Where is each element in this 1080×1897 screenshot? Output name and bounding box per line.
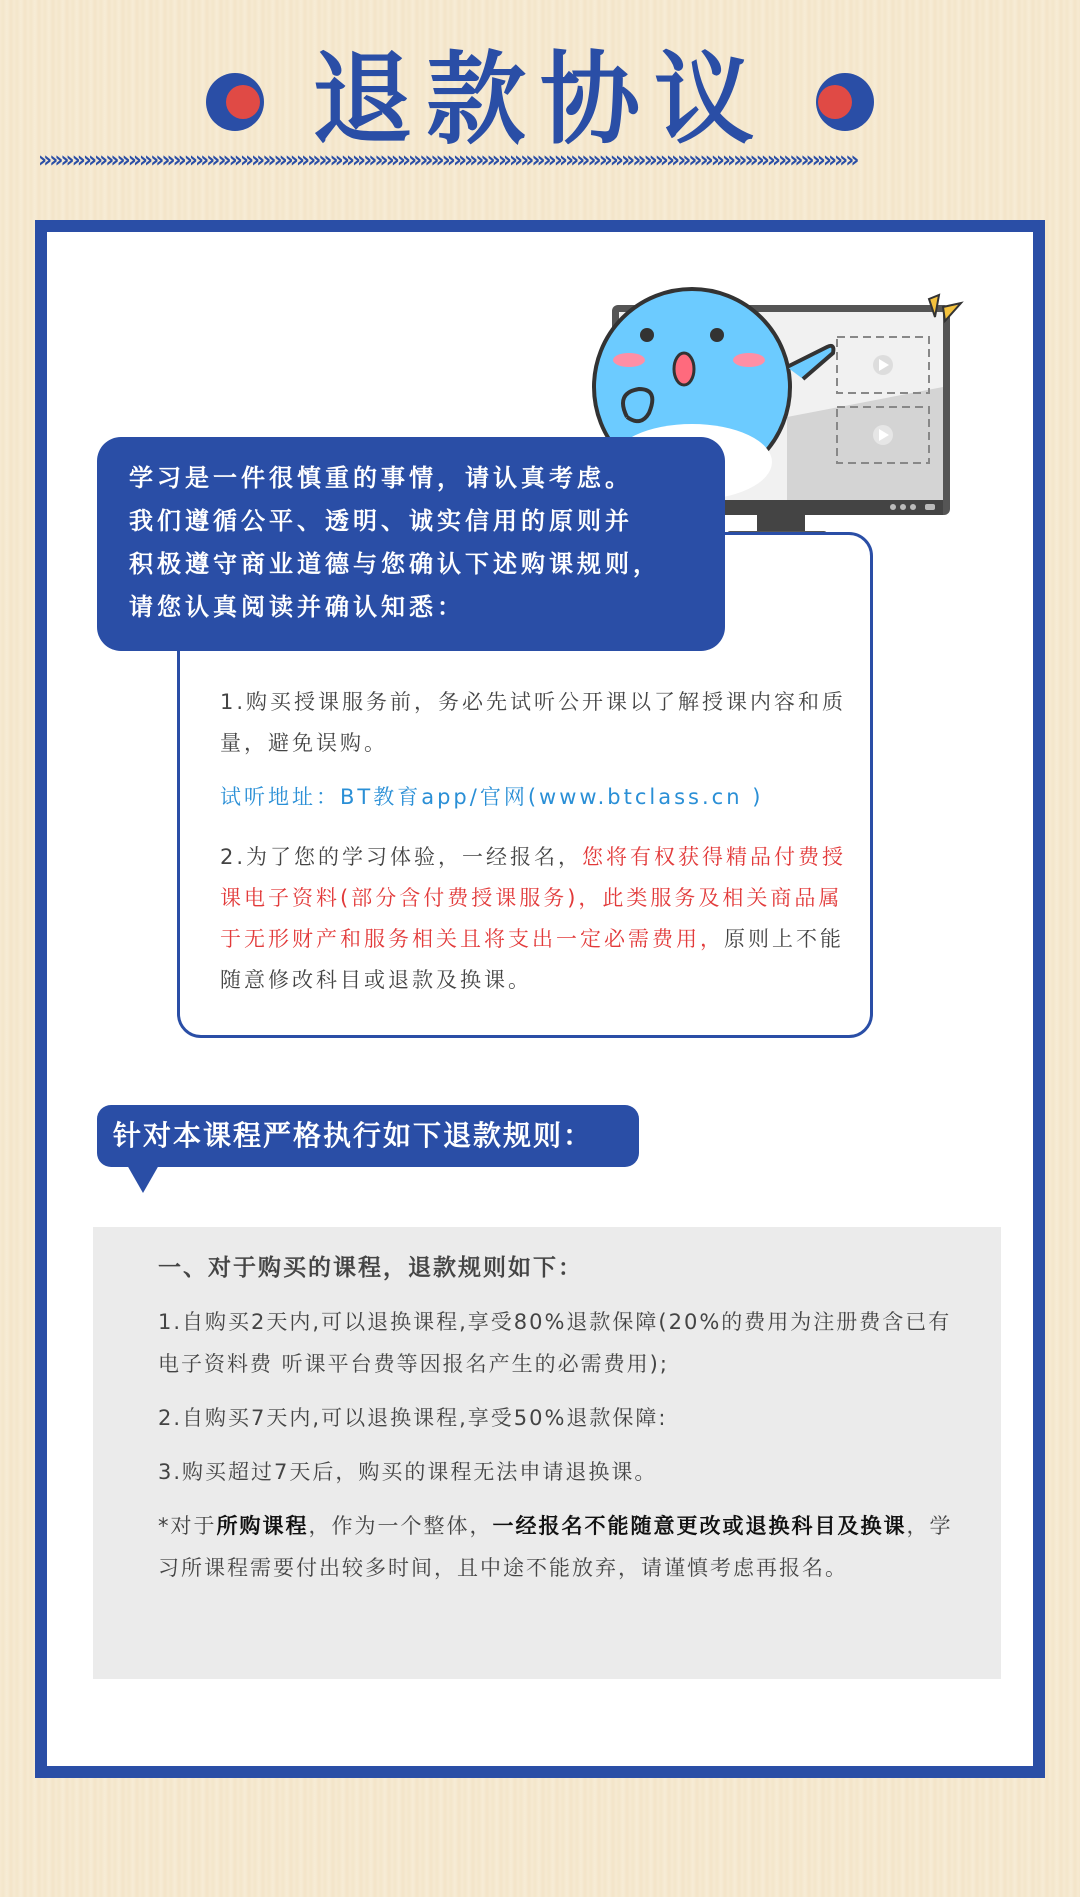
refund-note-part: *对于	[158, 1514, 217, 1538]
refund-item-3: 3.购买超过7天后，购买的课程无法申请退换课。	[158, 1460, 658, 1484]
refund-note-bold: 所购课程	[216, 1514, 309, 1538]
content-panel	[47, 232, 1033, 1766]
content-frame	[35, 220, 1045, 1778]
refund-rules-banner: 针对本课程严格执行如下退款规则：	[97, 1105, 639, 1167]
refund-item-2: 2.自购买7天内,可以退换课程,享受50%退款保障:	[158, 1406, 668, 1430]
refund-note-part: ，作为一个整体，	[308, 1514, 493, 1538]
rule-paragraph-2	[220, 837, 850, 1001]
rule-paragraph-1: 1.购买授课服务前，务必先试听公开课以了解授课内容和质量，避免误购。	[220, 690, 847, 755]
intro-line: 积极遵守商业道德与您确认下述购课规则，	[129, 550, 661, 578]
refund-heading: 一、对于购买的课程，退款规则如下：	[158, 1255, 583, 1281]
refund-item-1: 1.自购买2天内,可以退换课程,享受80%退款保障(20%的费用为注册费含已有电子资料费 听课平台费等因报名产生的必需费用);	[158, 1310, 952, 1376]
intro-line: 学习是一件很慎重的事情，请认真考虑。	[129, 464, 633, 492]
refund-rules-section	[93, 1227, 1001, 1679]
banner-pointer	[127, 1165, 159, 1193]
header	[0, 40, 1080, 160]
circle-decoration-right	[816, 73, 874, 131]
intro-line: 请您认真阅读并确认知悉：	[129, 593, 465, 621]
refund-note	[158, 1505, 958, 1589]
rule-paragraph-2-highlight: 您将有权获得精品付费授课电子资料(部分含付费授课服务)，此类服务及相关商品属于无形财产和服务相关且将支出一定必需费用，	[220, 845, 847, 951]
intro-callout	[97, 437, 725, 651]
page-title: 退款协议	[312, 41, 768, 158]
rule-paragraph-2-end: 原则上不能随意修改科目或退款及换课。	[220, 927, 844, 992]
rule-paragraph-2-start: 2.为了您的学习体验，一经报名，	[220, 845, 583, 869]
refund-note-part: ，学习所课程需要付出较多时间，且中途不能放弃，请谨慎考虑再报名。	[158, 1514, 953, 1580]
chevron-divider: »»»»»»»»»»»»»»»»»»»»»»»»»»»»»»»»»»»»»»»»»»»»»»»»»»»»»»»»»»»»»»»»»»»»»»»»»	[38, 148, 857, 173]
trial-address-link[interactable]: 试听地址：BT教育app/官网(www.btclass.cn )	[220, 785, 764, 809]
refund-note-bold: 一经报名不能随意更改或退换科目及换课	[492, 1514, 907, 1538]
intro-line: 我们遵循公平、透明、诚实信用的原则并	[129, 507, 633, 535]
